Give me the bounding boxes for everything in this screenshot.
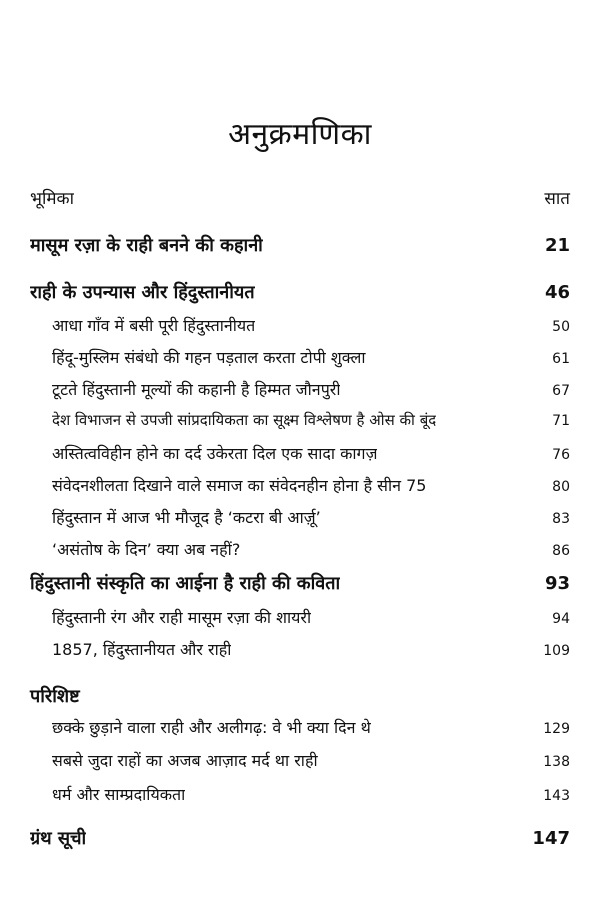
page-title: अनुक्रमणिका [228, 117, 372, 152]
toc-entry-title: 1857, हिंदुस्तानीयत और राही [52, 640, 232, 659]
toc-entry-title: मासूम रज़ा के राही बनने की कहानी [30, 235, 263, 256]
toc-entry-title: हिंदुस्तानी संस्कृति का आईना है राही की कविता [30, 573, 341, 594]
toc-entry-page: 147 [532, 828, 570, 849]
toc-entry-page: 76 [552, 447, 570, 463]
toc-subentry [52, 378, 570, 400]
toc-chapter [30, 280, 570, 304]
toc-entry-title: हिंदू-मुस्लिम संबंधो की गहन पड़ताल करता टोपी शुक्ला [52, 348, 366, 367]
toc-entry-page: 93 [544, 573, 570, 594]
toc-chapter [30, 571, 570, 595]
toc-subentry [52, 716, 570, 738]
toc-entry-title: छक्के छुड़ाने वाला राही और अलीगढ़: वे भी क्या दिन थे [52, 718, 371, 737]
toc-subentry [52, 538, 570, 560]
toc-subentry [52, 783, 570, 805]
toc-entry-title: ‘असंतोष के दिन’ क्या अब नहीं? [52, 540, 241, 559]
toc-chapter [30, 233, 570, 257]
toc-subentry [52, 638, 570, 660]
toc-entry-title: धर्म और साम्प्रदायिकता [52, 785, 186, 804]
toc-entry-page: 138 [543, 754, 570, 770]
toc-section-appendix: परिशिष्ट [30, 686, 80, 707]
toc-entry-title: हिंदुस्तान में आज भी मौजूद है ‘कटरा बी आर्ज़ू’ [52, 508, 321, 527]
toc-entry-page: 50 [552, 319, 570, 335]
toc-entry-page: 129 [543, 721, 570, 737]
toc-subentry [52, 346, 570, 368]
toc-subentry [52, 506, 570, 528]
toc-entry-page: 83 [552, 511, 570, 527]
toc-entry-title: अस्तित्वविहीन होने का दर्द उकेरता दिल एक सादा कागज़ [52, 444, 378, 463]
toc-entry-page: 46 [544, 282, 570, 303]
toc-entry-page: 71 [552, 413, 570, 429]
toc-entry-page: 61 [552, 351, 570, 367]
toc-entry-page: 94 [552, 611, 570, 627]
toc-entry-title: टूटते हिंदुस्तानी मूल्यों की कहानी है हिम्मत जौनपुरी [52, 380, 341, 399]
toc-entry-title: ग्रंथ सूची [30, 828, 87, 849]
toc-entry-page: 109 [543, 643, 570, 659]
toc-entry-page: 67 [552, 383, 570, 399]
toc-subentry [52, 314, 570, 336]
toc-entry-title: भूमिका [30, 189, 74, 209]
toc-subentry [52, 410, 570, 430]
toc-chapter [30, 826, 570, 850]
toc-entry-page: 143 [543, 788, 570, 804]
toc-entry-page: सात [544, 189, 570, 209]
toc-entry-title: संवेदनशीलता दिखाने वाले समाज का संवेदनहीन होना है सीन 75 [52, 476, 427, 495]
toc-entry-page: 21 [544, 235, 570, 256]
toc-entry-title: सबसे जुदा राहों का अजब आज़ाद मर्द था राही [52, 751, 318, 770]
toc-entry-preface [30, 186, 570, 209]
toc-subentry [52, 606, 570, 628]
toc-entry-title: आधा गाँव में बसी पूरी हिंदुस्तानीयत [52, 316, 256, 335]
toc-entry-page: 86 [552, 543, 570, 559]
toc-entry-title: राही के उपन्यास और हिंदुस्तानीयत [30, 282, 255, 303]
toc-subentry [52, 474, 570, 496]
toc-entry-page: 80 [552, 479, 570, 495]
toc-subentry [52, 749, 570, 771]
toc-entry-title: हिंदुस्तानी रंग और राही मासूम रज़ा की शायरी [52, 608, 312, 627]
toc-subentry [52, 442, 570, 464]
toc-entry-title: देश विभाजन से उपजी सांप्रदायिकता का सूक्ष्म विश्लेषण है ओस की बूंद [52, 411, 437, 429]
